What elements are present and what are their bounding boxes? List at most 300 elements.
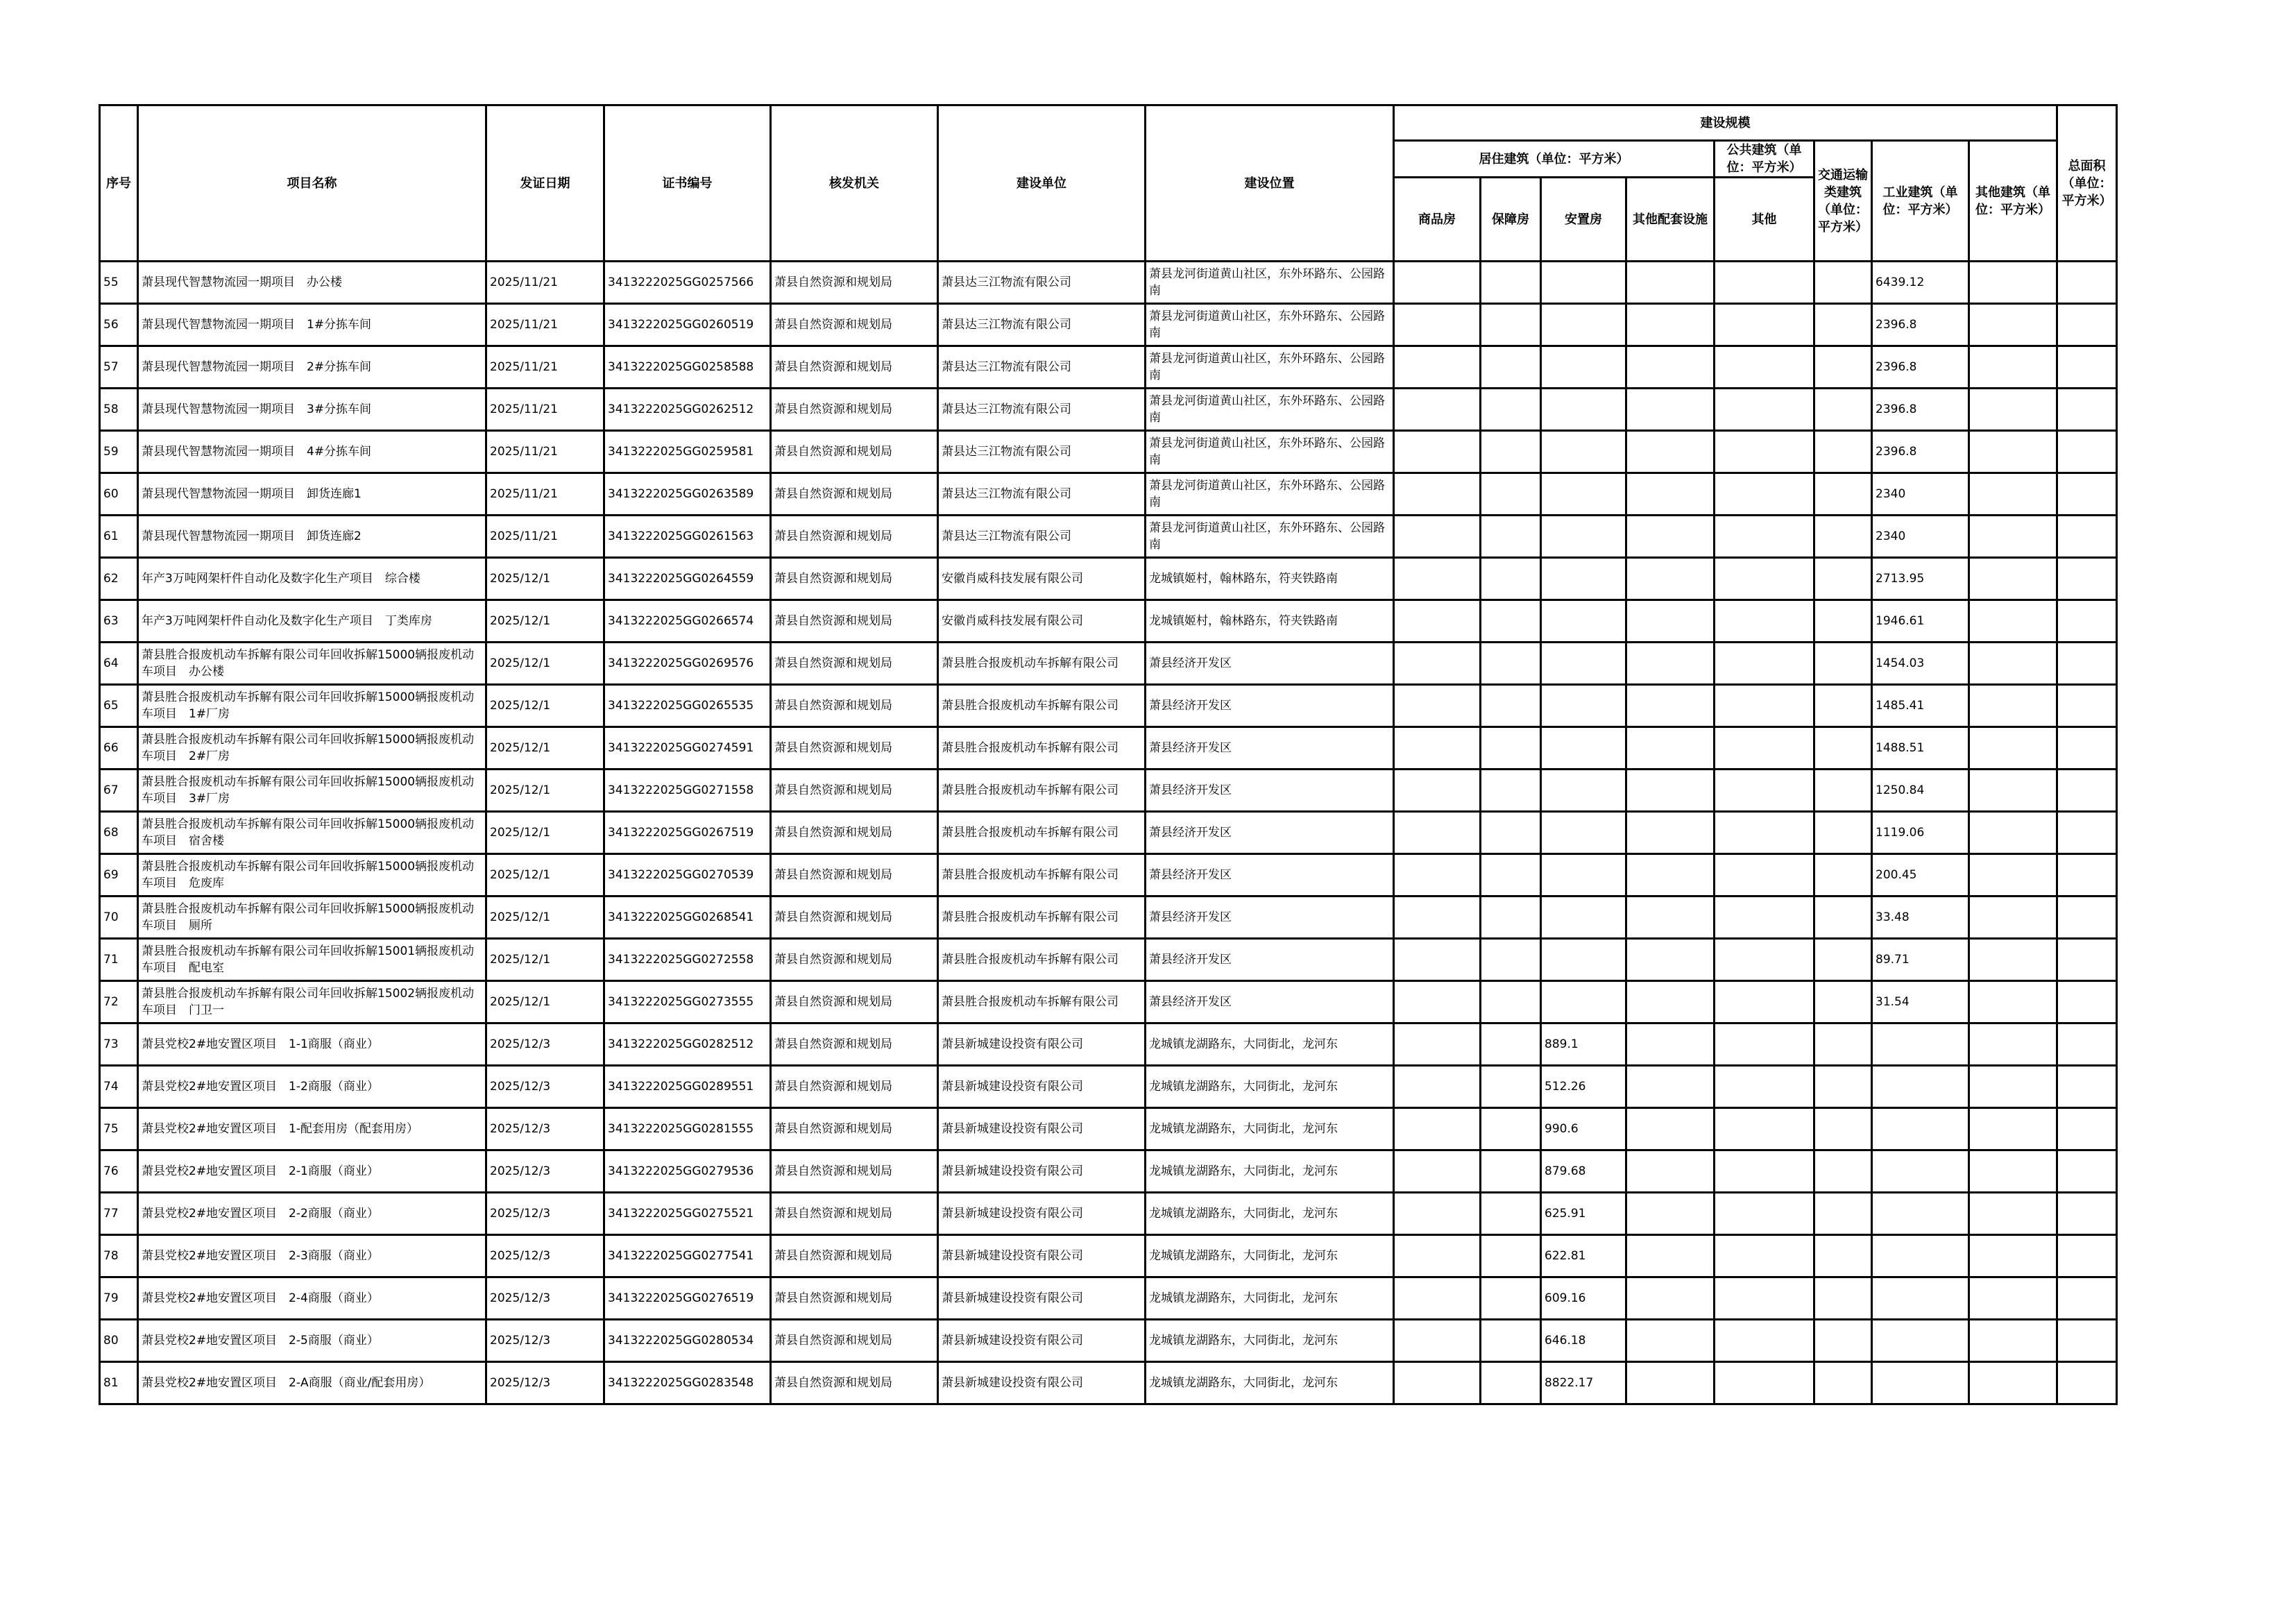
cell-seq: 74 <box>100 1066 138 1108</box>
cell-project-name: 萧县胜合报废机动车拆解有限公司年回收拆解15001辆报废机动车项目 配电室 <box>138 939 486 981</box>
cell-total-area <box>2057 1023 2117 1066</box>
table-row <box>100 981 2117 1023</box>
cell-builder: 萧县达三江物流有限公司 <box>938 516 1146 558</box>
cell-cert-no: 3413222025GG0268541 <box>604 897 771 939</box>
cell-affordable-housing <box>1481 558 1541 600</box>
cell-total-area <box>2057 1150 2117 1193</box>
cell-seq: 75 <box>100 1108 138 1150</box>
cell-commercial-housing <box>1394 1193 1481 1235</box>
cell-resettlement-housing: 622.81 <box>1541 1235 1626 1277</box>
cell-transport-building <box>1814 1193 1872 1235</box>
cell-public-other <box>1715 1023 1814 1066</box>
cell-commercial-housing <box>1394 685 1481 727</box>
cell-commercial-housing <box>1394 516 1481 558</box>
cell-resettlement-housing <box>1541 727 1626 770</box>
cell-project-name: 萧县胜合报废机动车拆解有限公司年回收拆解15000辆报废机动车项目 办公楼 <box>138 643 486 685</box>
cell-public-other <box>1715 516 1814 558</box>
cell-issue-date: 2025/12/3 <box>486 1193 604 1235</box>
cell-transport-building <box>1814 1066 1872 1108</box>
table-row <box>100 473 2117 516</box>
cell-commercial-housing <box>1394 1023 1481 1066</box>
cell-other-facilities <box>1626 1023 1715 1066</box>
cell-total-area <box>2057 389 2117 431</box>
cell-other-building <box>1969 431 2057 473</box>
permit-table <box>99 104 2118 1405</box>
cell-affordable-housing <box>1481 812 1541 854</box>
cell-cert-no: 3413222025GG0265535 <box>604 685 771 727</box>
cell-project-name: 年产3万吨网架杆件自动化及数字化生产项目 综合楼 <box>138 558 486 600</box>
cell-location: 萧县经济开发区 <box>1146 854 1394 897</box>
cell-project-name: 萧县现代智慧物流园一期项目 2#分拣车间 <box>138 346 486 389</box>
cell-affordable-housing <box>1481 643 1541 685</box>
cell-affordable-housing <box>1481 854 1541 897</box>
cell-cert-no: 3413222025GG0274591 <box>604 727 771 770</box>
cell-issuer: 萧县自然资源和规划局 <box>771 854 938 897</box>
cell-location: 萧县经济开发区 <box>1146 770 1394 812</box>
cell-transport-building <box>1814 558 1872 600</box>
cell-total-area <box>2057 346 2117 389</box>
cell-total-area <box>2057 1320 2117 1362</box>
cell-affordable-housing <box>1481 473 1541 516</box>
cell-resettlement-housing <box>1541 431 1626 473</box>
cell-resettlement-housing: 990.6 <box>1541 1108 1626 1150</box>
cell-other-building <box>1969 346 2057 389</box>
header-public-other: 其他 <box>1715 178 1814 262</box>
cell-issue-date: 2025/12/1 <box>486 854 604 897</box>
cell-location: 龙城镇龙湖路东，大同街北，龙河东 <box>1146 1320 1394 1362</box>
cell-builder: 萧县达三江物流有限公司 <box>938 262 1146 304</box>
cell-cert-no: 3413222025GG0271558 <box>604 770 771 812</box>
cell-location: 萧县龙河街道黄山社区，东外环路东、公园路南 <box>1146 304 1394 346</box>
cell-issuer: 萧县自然资源和规划局 <box>771 981 938 1023</box>
cell-issuer: 萧县自然资源和规划局 <box>771 389 938 431</box>
cell-issue-date: 2025/12/1 <box>486 558 604 600</box>
table-row <box>100 389 2117 431</box>
cell-issuer: 萧县自然资源和规划局 <box>771 685 938 727</box>
header-other-building: 其他建筑（单位：平方米） <box>1969 141 2057 262</box>
cell-builder: 萧县胜合报废机动车拆解有限公司 <box>938 770 1146 812</box>
cell-cert-no: 3413222025GG0289551 <box>604 1066 771 1108</box>
table-row <box>100 812 2117 854</box>
cell-resettlement-housing <box>1541 516 1626 558</box>
cell-total-area <box>2057 770 2117 812</box>
cell-industrial-building: 31.54 <box>1872 981 1969 1023</box>
cell-seq: 71 <box>100 939 138 981</box>
cell-public-other <box>1715 1277 1814 1320</box>
cell-public-other <box>1715 1362 1814 1404</box>
cell-cert-no: 3413222025GG0264559 <box>604 558 771 600</box>
cell-other-building <box>1969 1023 2057 1066</box>
cell-other-building <box>1969 981 2057 1023</box>
cell-affordable-housing <box>1481 431 1541 473</box>
cell-seq: 73 <box>100 1023 138 1066</box>
header-public-building: 公共建筑（单位：平方米） <box>1715 141 1814 178</box>
cell-commercial-housing <box>1394 473 1481 516</box>
cell-builder: 萧县胜合报废机动车拆解有限公司 <box>938 981 1146 1023</box>
cell-project-name: 年产3万吨网架杆件自动化及数字化生产项目 丁类库房 <box>138 600 486 643</box>
cell-commercial-housing <box>1394 981 1481 1023</box>
cell-public-other <box>1715 558 1814 600</box>
cell-public-other <box>1715 600 1814 643</box>
cell-transport-building <box>1814 473 1872 516</box>
cell-industrial-building: 200.45 <box>1872 854 1969 897</box>
cell-affordable-housing <box>1481 1108 1541 1150</box>
cell-issue-date: 2025/11/21 <box>486 473 604 516</box>
cell-commercial-housing <box>1394 262 1481 304</box>
cell-other-facilities <box>1626 939 1715 981</box>
cell-location: 龙城镇龙湖路东，大同街北，龙河东 <box>1146 1108 1394 1150</box>
cell-project-name: 萧县党校2#地安置区项目 1-1商服（商业） <box>138 1023 486 1066</box>
header-residential: 居住建筑（单位：平方米） <box>1394 141 1715 178</box>
cell-project-name: 萧县党校2#地安置区项目 2-2商服（商业） <box>138 1193 486 1235</box>
cell-project-name: 萧县胜合报废机动车拆解有限公司年回收拆解15000辆报废机动车项目 1#厂房 <box>138 685 486 727</box>
cell-builder: 萧县胜合报废机动车拆解有限公司 <box>938 854 1146 897</box>
cell-total-area <box>2057 854 2117 897</box>
table-row <box>100 1023 2117 1066</box>
cell-project-name: 萧县胜合报废机动车拆解有限公司年回收拆解15000辆报废机动车项目 危废库 <box>138 854 486 897</box>
cell-other-building <box>1969 1193 2057 1235</box>
cell-seq: 81 <box>100 1362 138 1404</box>
cell-other-facilities <box>1626 770 1715 812</box>
cell-industrial-building <box>1872 1277 1969 1320</box>
cell-project-name: 萧县胜合报废机动车拆解有限公司年回收拆解15002辆报废机动车项目 门卫一 <box>138 981 486 1023</box>
cell-industrial-building: 2396.8 <box>1872 346 1969 389</box>
header-builder: 建设单位 <box>938 105 1146 262</box>
cell-project-name: 萧县胜合报废机动车拆解有限公司年回收拆解15000辆报废机动车项目 宿舍楼 <box>138 812 486 854</box>
cell-transport-building <box>1814 262 1872 304</box>
cell-affordable-housing <box>1481 516 1541 558</box>
cell-project-name: 萧县党校2#地安置区项目 2-A商服（商业/配套用房） <box>138 1362 486 1404</box>
cell-cert-no: 3413222025GG0258588 <box>604 346 771 389</box>
cell-issuer: 萧县自然资源和规划局 <box>771 770 938 812</box>
cell-builder: 萧县达三江物流有限公司 <box>938 304 1146 346</box>
cell-location: 萧县经济开发区 <box>1146 939 1394 981</box>
cell-location: 萧县经济开发区 <box>1146 643 1394 685</box>
cell-builder: 萧县达三江物流有限公司 <box>938 431 1146 473</box>
cell-builder: 安徽肖威科技发展有限公司 <box>938 558 1146 600</box>
header-project-name: 项目名称 <box>138 105 486 262</box>
cell-total-area <box>2057 600 2117 643</box>
cell-issue-date: 2025/11/21 <box>486 346 604 389</box>
cell-location: 萧县龙河街道黄山社区，东外环路东、公园路南 <box>1146 516 1394 558</box>
cell-other-facilities <box>1626 1193 1715 1235</box>
cell-seq: 58 <box>100 389 138 431</box>
cell-total-area <box>2057 685 2117 727</box>
cell-resettlement-housing <box>1541 770 1626 812</box>
cell-seq: 55 <box>100 262 138 304</box>
cell-other-facilities <box>1626 685 1715 727</box>
cell-affordable-housing <box>1481 1362 1541 1404</box>
cell-transport-building <box>1814 431 1872 473</box>
cell-transport-building <box>1814 389 1872 431</box>
cell-issue-date: 2025/12/1 <box>486 770 604 812</box>
cell-seq: 76 <box>100 1150 138 1193</box>
cell-cert-no: 3413222025GG0277541 <box>604 1235 771 1277</box>
cell-other-building <box>1969 600 2057 643</box>
cell-other-facilities <box>1626 1108 1715 1150</box>
cell-cert-no: 3413222025GG0262512 <box>604 389 771 431</box>
cell-issuer: 萧县自然资源和规划局 <box>771 1362 938 1404</box>
cell-builder: 萧县胜合报废机动车拆解有限公司 <box>938 643 1146 685</box>
cell-issue-date: 2025/12/1 <box>486 685 604 727</box>
cell-location: 萧县龙河街道黄山社区，东外环路东、公园路南 <box>1146 473 1394 516</box>
cell-public-other <box>1715 262 1814 304</box>
cell-public-other <box>1715 1235 1814 1277</box>
cell-issue-date: 2025/12/3 <box>486 1066 604 1108</box>
cell-builder: 安徽肖威科技发展有限公司 <box>938 600 1146 643</box>
cell-transport-building <box>1814 516 1872 558</box>
cell-other-building <box>1969 897 2057 939</box>
cell-affordable-housing <box>1481 727 1541 770</box>
cell-other-building <box>1969 558 2057 600</box>
cell-transport-building <box>1814 1023 1872 1066</box>
cell-cert-no: 3413222025GG0275521 <box>604 1193 771 1235</box>
cell-other-facilities <box>1626 600 1715 643</box>
header-transport-building: 交通运输类建筑（单位：平方米） <box>1814 141 1872 262</box>
cell-seq: 60 <box>100 473 138 516</box>
cell-issue-date: 2025/12/3 <box>486 1023 604 1066</box>
cell-issuer: 萧县自然资源和规划局 <box>771 897 938 939</box>
cell-cert-no: 3413222025GG0282512 <box>604 1023 771 1066</box>
cell-builder: 萧县新城建设投资有限公司 <box>938 1193 1146 1235</box>
cell-public-other <box>1715 1066 1814 1108</box>
cell-industrial-building <box>1872 1108 1969 1150</box>
cell-transport-building <box>1814 1235 1872 1277</box>
cell-other-facilities <box>1626 1320 1715 1362</box>
cell-total-area <box>2057 516 2117 558</box>
cell-other-building <box>1969 304 2057 346</box>
cell-issue-date: 2025/12/1 <box>486 897 604 939</box>
cell-industrial-building: 1454.03 <box>1872 643 1969 685</box>
cell-total-area <box>2057 1066 2117 1108</box>
cell-location: 龙城镇龙湖路东，大同街北，龙河东 <box>1146 1277 1394 1320</box>
cell-public-other <box>1715 304 1814 346</box>
cell-commercial-housing <box>1394 1320 1481 1362</box>
header-location: 建设位置 <box>1146 105 1394 262</box>
cell-industrial-building <box>1872 1362 1969 1404</box>
cell-issuer: 萧县自然资源和规划局 <box>771 1320 938 1362</box>
cell-cert-no: 3413222025GG0263589 <box>604 473 771 516</box>
cell-commercial-housing <box>1394 600 1481 643</box>
cell-resettlement-housing: 889.1 <box>1541 1023 1626 1066</box>
cell-builder: 萧县达三江物流有限公司 <box>938 389 1146 431</box>
cell-other-facilities <box>1626 516 1715 558</box>
cell-other-building <box>1969 1108 2057 1150</box>
cell-transport-building <box>1814 770 1872 812</box>
cell-resettlement-housing <box>1541 685 1626 727</box>
cell-location: 萧县经济开发区 <box>1146 727 1394 770</box>
cell-other-facilities <box>1626 431 1715 473</box>
cell-affordable-housing <box>1481 1235 1541 1277</box>
table-row <box>100 1066 2117 1108</box>
cell-seq: 67 <box>100 770 138 812</box>
cell-affordable-housing <box>1481 981 1541 1023</box>
cell-commercial-housing <box>1394 939 1481 981</box>
cell-commercial-housing <box>1394 643 1481 685</box>
header-scale: 建设规模 <box>1394 105 2057 141</box>
header-issuer: 核发机关 <box>771 105 938 262</box>
cell-industrial-building: 2340 <box>1872 473 1969 516</box>
cell-commercial-housing <box>1394 304 1481 346</box>
table-row <box>100 685 2117 727</box>
cell-seq: 72 <box>100 981 138 1023</box>
cell-industrial-building: 1485.41 <box>1872 685 1969 727</box>
cell-resettlement-housing <box>1541 346 1626 389</box>
cell-resettlement-housing <box>1541 812 1626 854</box>
table-row <box>100 1362 2117 1404</box>
cell-total-area <box>2057 727 2117 770</box>
table-row <box>100 727 2117 770</box>
cell-issue-date: 2025/12/1 <box>486 981 604 1023</box>
cell-issuer: 萧县自然资源和规划局 <box>771 1193 938 1235</box>
cell-total-area <box>2057 1108 2117 1150</box>
cell-other-facilities <box>1626 558 1715 600</box>
cell-other-facilities <box>1626 1235 1715 1277</box>
cell-location: 萧县龙河街道黄山社区，东外环路东、公园路南 <box>1146 389 1394 431</box>
cell-affordable-housing <box>1481 939 1541 981</box>
cell-other-facilities <box>1626 1277 1715 1320</box>
table-row <box>100 939 2117 981</box>
cell-commercial-housing <box>1394 1066 1481 1108</box>
cell-transport-building <box>1814 727 1872 770</box>
header-affordable-housing: 保障房 <box>1481 178 1541 262</box>
cell-total-area <box>2057 1362 2117 1404</box>
cell-total-area <box>2057 1193 2117 1235</box>
cell-affordable-housing <box>1481 897 1541 939</box>
cell-resettlement-housing <box>1541 643 1626 685</box>
cell-location: 萧县龙河街道黄山社区，东外环路东、公园路南 <box>1146 431 1394 473</box>
cell-other-facilities <box>1626 727 1715 770</box>
cell-transport-building <box>1814 600 1872 643</box>
cell-other-building <box>1969 939 2057 981</box>
cell-project-name: 萧县党校2#地安置区项目 2-4商服（商业） <box>138 1277 486 1320</box>
cell-issue-date: 2025/12/3 <box>486 1108 604 1150</box>
cell-affordable-housing <box>1481 1277 1541 1320</box>
cell-affordable-housing <box>1481 685 1541 727</box>
cell-other-building <box>1969 1320 2057 1362</box>
cell-project-name: 萧县党校2#地安置区项目 2-1商服（商业） <box>138 1150 486 1193</box>
table-row <box>100 897 2117 939</box>
table-body <box>100 262 2117 1404</box>
table-row <box>100 643 2117 685</box>
cell-cert-no: 3413222025GG0259581 <box>604 431 771 473</box>
cell-commercial-housing <box>1394 1150 1481 1193</box>
cell-issuer: 萧县自然资源和规划局 <box>771 939 938 981</box>
cell-commercial-housing <box>1394 727 1481 770</box>
cell-public-other <box>1715 727 1814 770</box>
cell-public-other <box>1715 1150 1814 1193</box>
cell-cert-no: 3413222025GG0270539 <box>604 854 771 897</box>
cell-builder: 萧县新城建设投资有限公司 <box>938 1235 1146 1277</box>
cell-builder: 萧县新城建设投资有限公司 <box>938 1023 1146 1066</box>
cell-total-area <box>2057 897 2117 939</box>
cell-issue-date: 2025/11/21 <box>486 262 604 304</box>
cell-transport-building <box>1814 981 1872 1023</box>
cell-other-facilities <box>1626 1362 1715 1404</box>
header-seq: 序号 <box>100 105 138 262</box>
cell-issuer: 萧县自然资源和规划局 <box>771 1235 938 1277</box>
cell-cert-no: 3413222025GG0272558 <box>604 939 771 981</box>
cell-seq: 78 <box>100 1235 138 1277</box>
table-row <box>100 1277 2117 1320</box>
cell-resettlement-housing <box>1541 854 1626 897</box>
cell-resettlement-housing: 609.16 <box>1541 1277 1626 1320</box>
cell-builder: 萧县达三江物流有限公司 <box>938 346 1146 389</box>
cell-public-other <box>1715 431 1814 473</box>
cell-builder: 萧县胜合报废机动车拆解有限公司 <box>938 812 1146 854</box>
cell-cert-no: 3413222025GG0260519 <box>604 304 771 346</box>
cell-cert-no: 3413222025GG0266574 <box>604 600 771 643</box>
cell-location: 龙城镇龙湖路东，大同街北，龙河东 <box>1146 1193 1394 1235</box>
cell-transport-building <box>1814 897 1872 939</box>
cell-location: 萧县龙河街道黄山社区，东外环路东、公园路南 <box>1146 346 1394 389</box>
cell-transport-building <box>1814 643 1872 685</box>
cell-project-name: 萧县现代智慧物流园一期项目 卸货连廊1 <box>138 473 486 516</box>
cell-industrial-building: 2713.95 <box>1872 558 1969 600</box>
cell-commercial-housing <box>1394 1235 1481 1277</box>
cell-builder: 萧县新城建设投资有限公司 <box>938 1320 1146 1362</box>
cell-seq: 64 <box>100 643 138 685</box>
cell-resettlement-housing <box>1541 262 1626 304</box>
cell-public-other <box>1715 346 1814 389</box>
cell-location: 萧县经济开发区 <box>1146 981 1394 1023</box>
cell-industrial-building: 1946.61 <box>1872 600 1969 643</box>
cell-resettlement-housing <box>1541 897 1626 939</box>
cell-industrial-building: 2396.8 <box>1872 389 1969 431</box>
cell-transport-building <box>1814 1362 1872 1404</box>
cell-project-name: 萧县现代智慧物流园一期项目 1#分拣车间 <box>138 304 486 346</box>
cell-transport-building <box>1814 685 1872 727</box>
cell-seq: 56 <box>100 304 138 346</box>
cell-resettlement-housing: 646.18 <box>1541 1320 1626 1362</box>
table-row <box>100 1150 2117 1193</box>
cell-issue-date: 2025/12/3 <box>486 1150 604 1193</box>
cell-issue-date: 2025/12/3 <box>486 1277 604 1320</box>
cell-issuer: 萧县自然资源和规划局 <box>771 1023 938 1066</box>
cell-other-building <box>1969 1277 2057 1320</box>
cell-transport-building <box>1814 1108 1872 1150</box>
cell-affordable-housing <box>1481 304 1541 346</box>
cell-industrial-building: 89.71 <box>1872 939 1969 981</box>
cell-commercial-housing <box>1394 1362 1481 1404</box>
table-row <box>100 1193 2117 1235</box>
cell-resettlement-housing <box>1541 981 1626 1023</box>
cell-industrial-building <box>1872 1193 1969 1235</box>
cell-project-name: 萧县党校2#地安置区项目 2-3商服（商业） <box>138 1235 486 1277</box>
cell-project-name: 萧县党校2#地安置区项目 2-5商服（商业） <box>138 1320 486 1362</box>
cell-other-building <box>1969 685 2057 727</box>
cell-builder: 萧县新城建设投资有限公司 <box>938 1066 1146 1108</box>
cell-industrial-building <box>1872 1023 1969 1066</box>
table-row <box>100 262 2117 304</box>
cell-cert-no: 3413222025GG0261563 <box>604 516 771 558</box>
header-resettlement-housing: 安置房 <box>1541 178 1626 262</box>
table-row <box>100 1108 2117 1150</box>
cell-issue-date: 2025/12/3 <box>486 1362 604 1404</box>
cell-commercial-housing <box>1394 1108 1481 1150</box>
cell-builder: 萧县新城建设投资有限公司 <box>938 1277 1146 1320</box>
cell-resettlement-housing: 8822.17 <box>1541 1362 1626 1404</box>
cell-transport-building <box>1814 1150 1872 1193</box>
cell-builder: 萧县胜合报废机动车拆解有限公司 <box>938 939 1146 981</box>
cell-issue-date: 2025/12/3 <box>486 1320 604 1362</box>
cell-total-area <box>2057 812 2117 854</box>
cell-commercial-housing <box>1394 770 1481 812</box>
cell-industrial-building: 33.48 <box>1872 897 1969 939</box>
cell-other-building <box>1969 262 2057 304</box>
cell-affordable-housing <box>1481 346 1541 389</box>
cell-public-other <box>1715 685 1814 727</box>
